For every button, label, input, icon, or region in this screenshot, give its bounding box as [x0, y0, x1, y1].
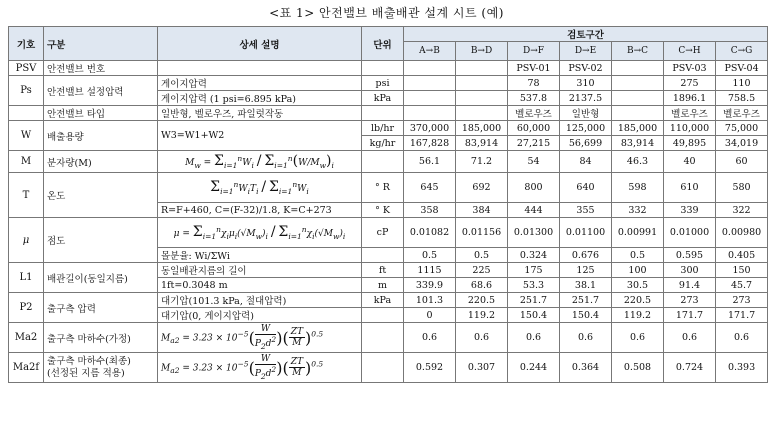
row-unit: [362, 308, 404, 323]
cell-value: 벨로우즈: [716, 106, 768, 121]
cell-value: 220.5: [456, 293, 508, 308]
cell-value: 150.4: [508, 308, 560, 323]
cell-value: 110: [716, 76, 768, 91]
row-category: 배관길이(동일지름): [44, 263, 158, 293]
row-detail: 일반형, 벨로우즈, 파일럿작동: [158, 106, 362, 121]
cell-value: 56.1: [404, 151, 456, 173]
row-code: [9, 106, 44, 121]
table-row: [9, 76, 768, 91]
final-mach-number-formula: $M_{a2} = 3.23 \times 10^{-5}$( $\frac{W}{P_2d^2}$ )( $\frac{ZT}{M}$ )$^{0.5}$: [158, 353, 362, 383]
cell-value: 171.7: [664, 308, 716, 323]
row-unit: cP: [362, 218, 404, 248]
cell-value: 384: [456, 203, 508, 218]
row-unit: [362, 61, 404, 76]
cell-value: 125: [560, 263, 612, 278]
row-unit: ° R: [362, 173, 404, 203]
cell-value: 45.7: [716, 278, 768, 293]
cell-value: 640: [560, 173, 612, 203]
header-section: D→E: [560, 42, 612, 61]
cell-value: 53.3: [508, 278, 560, 293]
cell-value: 0: [404, 308, 456, 323]
row-category: 배출용량: [44, 121, 158, 151]
table-row: [9, 263, 768, 278]
header-unit: 단위: [362, 27, 404, 61]
cell-value: 49,895: [664, 136, 716, 151]
cell-value: 60,000: [508, 121, 560, 136]
cell-value: 0.01000: [664, 218, 716, 248]
header-section-group: 검토구간: [404, 27, 768, 42]
cell-value: 일반형: [560, 106, 612, 121]
cell-value: 645: [404, 173, 456, 203]
cell-value: 0.5: [612, 248, 664, 263]
row-category: 분자량(M): [44, 151, 158, 173]
cell-value: 0.724: [664, 353, 716, 383]
row-code: PSV: [9, 61, 44, 76]
cell-value: [456, 91, 508, 106]
cell-value: 110,000: [664, 121, 716, 136]
cell-value: PSV-01: [508, 61, 560, 76]
cell-value: 220.5: [612, 293, 664, 308]
table-row: [9, 61, 768, 76]
row-unit: [362, 151, 404, 173]
header-section: C→H: [664, 42, 716, 61]
cell-value: 60: [716, 151, 768, 173]
cell-value: PSV-02: [560, 61, 612, 76]
cell-value: 0.592: [404, 353, 456, 383]
row-code: Ma2f: [9, 353, 44, 383]
row-code: P2: [9, 293, 44, 323]
row-unit: ° K: [362, 203, 404, 218]
cell-value: 322: [716, 203, 768, 218]
cell-value: 30.5: [612, 278, 664, 293]
cell-value: 275: [664, 76, 716, 91]
cell-value: 300: [664, 263, 716, 278]
cell-value: 0.364: [560, 353, 612, 383]
cell-value: 800: [508, 173, 560, 203]
cell-value: 벨로우즈: [664, 106, 716, 121]
cell-value: 0.6: [456, 323, 508, 353]
cell-value: 0.508: [612, 353, 664, 383]
cell-value: [612, 76, 664, 91]
cell-value: 598: [612, 173, 664, 203]
cell-value: 692: [456, 173, 508, 203]
viscosity-formula: $\mu = \Sigma_{i=1}^n\chi_i\mu_i(√M_w)_i / \Sigma_{i=1}^n\chi_i(√M_w)_i$: [158, 218, 362, 248]
cell-value: 0.5: [456, 248, 508, 263]
cell-value: 78: [508, 76, 560, 91]
row-detail: 게이지압력: [158, 76, 362, 91]
cell-value: 0.595: [664, 248, 716, 263]
header-section: D→F: [508, 42, 560, 61]
row-unit: lb/hr: [362, 121, 404, 136]
cell-value: 537.8: [508, 91, 560, 106]
row-category: 안전밸브 설정압력: [44, 76, 158, 106]
cell-value: 0.244: [508, 353, 560, 383]
row-code: T: [9, 173, 44, 218]
cell-value: 758.5: [716, 91, 768, 106]
cell-value: 0.307: [456, 353, 508, 383]
cell-value: 0.6: [560, 323, 612, 353]
row-category: 안전밸브 번호: [44, 61, 158, 76]
cell-value: 0.393: [716, 353, 768, 383]
row-detail: 게이지압력 (1 psi=6.895 kPa): [158, 91, 362, 106]
row-code: L1: [9, 263, 44, 293]
row-category: 출구측 마하수(가정): [44, 323, 158, 353]
cell-value: 0.01082: [404, 218, 456, 248]
cell-value: 0.6: [664, 323, 716, 353]
row-detail: 동일배관지름의 길이: [158, 263, 362, 278]
cell-value: 444: [508, 203, 560, 218]
table-caption: <표 1> 안전밸브 배출배관 설계 시트 (예): [269, 6, 504, 20]
header-section: C→G: [716, 42, 768, 61]
cell-value: 119.2: [612, 308, 664, 323]
cell-value: 0.405: [716, 248, 768, 263]
cell-value: 150: [716, 263, 768, 278]
row-unit: kg/hr: [362, 136, 404, 151]
header-section: B→C: [612, 42, 664, 61]
cell-value: 2137.5: [560, 91, 612, 106]
cell-value: 54: [508, 151, 560, 173]
row-category: 점도: [44, 218, 158, 263]
cell-value: 101.3: [404, 293, 456, 308]
cell-value: 125,000: [560, 121, 612, 136]
row-detail: R=F+460, C=(F-32)/1.8, K=C+273: [158, 203, 362, 218]
cell-value: 370,000: [404, 121, 456, 136]
cell-value: 100: [612, 263, 664, 278]
row-detail: 대기압(0, 게이지압력): [158, 308, 362, 323]
row-category-line2: (선정된 지름 적용): [47, 367, 125, 379]
cell-value: 0.324: [508, 248, 560, 263]
cell-value: 84: [560, 151, 612, 173]
cell-value: [612, 106, 664, 121]
header-section: B→D: [456, 42, 508, 61]
cell-value: [612, 91, 664, 106]
molecular-weight-formula: $M_w = \Sigma_{i=1}^nW_i / \Sigma_{i=1}^n(W/M_w)_i$: [158, 151, 362, 173]
cell-value: 1115: [404, 263, 456, 278]
cell-value: 벨로우즈: [508, 106, 560, 121]
cell-value: 355: [560, 203, 612, 218]
cell-value: 38.1: [560, 278, 612, 293]
row-unit: [362, 248, 404, 263]
table-row: [9, 323, 768, 353]
row-detail: 몰분율: Wi/ΣWi: [158, 248, 362, 263]
row-unit: kPa: [362, 293, 404, 308]
cell-value: 83,914: [612, 136, 664, 151]
cell-value: [404, 61, 456, 76]
cell-value: 0.01100: [560, 218, 612, 248]
cell-value: 251.7: [508, 293, 560, 308]
cell-value: 339: [664, 203, 716, 218]
cell-value: [404, 106, 456, 121]
row-unit: ft: [362, 263, 404, 278]
row-unit: [362, 323, 404, 353]
row-category-line1: 출구측 마하수(최종): [47, 355, 131, 367]
table-row: [9, 121, 768, 136]
cell-value: 27,215: [508, 136, 560, 151]
header-detail: 상세 설명: [158, 27, 362, 61]
cell-value: 610: [664, 173, 716, 203]
cell-value: 0.5: [404, 248, 456, 263]
row-detail: W3=W1+W2: [158, 121, 362, 151]
row-code: Ps: [9, 76, 44, 106]
cell-value: 171.7: [716, 308, 768, 323]
table-row: [9, 218, 768, 248]
table-row: [9, 151, 768, 173]
cell-value: [456, 61, 508, 76]
row-unit: [362, 106, 404, 121]
cell-value: 358: [404, 203, 456, 218]
mach-number-formula: $M_{a2} = 3.23 \times 10^{-5}$( $\frac{W}{P_2d^2}$ )( $\frac{ZT}{M}$ )$^{0.5}$: [158, 323, 362, 353]
cell-value: 332: [612, 203, 664, 218]
row-unit: [362, 353, 404, 383]
cell-value: PSV-04: [716, 61, 768, 76]
cell-value: 339.9: [404, 278, 456, 293]
cell-value: 46.3: [612, 151, 664, 173]
cell-value: 0.01300: [508, 218, 560, 248]
cell-value: 185,000: [456, 121, 508, 136]
table-row: [9, 173, 768, 203]
cell-value: 580: [716, 173, 768, 203]
header-code: 기호: [9, 27, 44, 61]
row-category: [44, 353, 158, 383]
cell-value: 251.7: [560, 293, 612, 308]
cell-value: 119.2: [456, 308, 508, 323]
cell-value: [456, 76, 508, 91]
header-category: 구분: [44, 27, 158, 61]
cell-value: 1896.1: [664, 91, 716, 106]
row-code: W: [9, 121, 44, 151]
cell-value: 34,019: [716, 136, 768, 151]
row-category: 안전밸브 타입: [44, 106, 158, 121]
cell-value: 75,000: [716, 121, 768, 136]
row-code: μ: [9, 218, 44, 263]
cell-value: [404, 91, 456, 106]
cell-value: 83,914: [456, 136, 508, 151]
cell-value: 91.4: [664, 278, 716, 293]
table-row: [9, 293, 768, 308]
row-code: Ma2: [9, 323, 44, 353]
cell-value: [404, 76, 456, 91]
table-row: [9, 106, 768, 121]
cell-value: 310: [560, 76, 612, 91]
cell-value: 273: [716, 293, 768, 308]
row-detail: [158, 61, 362, 76]
cell-value: 273: [664, 293, 716, 308]
cell-value: 0.00980: [716, 218, 768, 248]
row-detail: 대기압(101.3 kPa, 절대압력): [158, 293, 362, 308]
cell-value: 175: [508, 263, 560, 278]
cell-value: [612, 61, 664, 76]
row-unit: psi: [362, 76, 404, 91]
cell-value: 0.6: [612, 323, 664, 353]
cell-value: 0.6: [508, 323, 560, 353]
row-category: 온도: [44, 173, 158, 218]
cell-value: 0.6: [404, 323, 456, 353]
cell-value: 0.01156: [456, 218, 508, 248]
row-category: 출구측 압력: [44, 293, 158, 323]
row-unit: m: [362, 278, 404, 293]
cell-value: 71.2: [456, 151, 508, 173]
design-sheet-table: [8, 26, 768, 383]
row-unit: kPa: [362, 91, 404, 106]
cell-value: 0.00991: [612, 218, 664, 248]
cell-value: 68.6: [456, 278, 508, 293]
table-row: [9, 353, 768, 383]
cell-value: 0.6: [716, 323, 768, 353]
temperature-formula: $\Sigma_{i=1}^nW_iT_i / \Sigma_{i=1}^nW_i$: [158, 173, 362, 203]
cell-value: 225: [456, 263, 508, 278]
cell-value: 185,000: [612, 121, 664, 136]
row-code: M: [9, 151, 44, 173]
cell-value: [456, 106, 508, 121]
row-detail: 1ft=0.3048 m: [158, 278, 362, 293]
cell-value: PSV-03: [664, 61, 716, 76]
header-section: A→B: [404, 42, 456, 61]
cell-value: 167,828: [404, 136, 456, 151]
cell-value: 40: [664, 151, 716, 173]
cell-value: 56,699: [560, 136, 612, 151]
cell-value: 150.4: [560, 308, 612, 323]
cell-value: 0.676: [560, 248, 612, 263]
